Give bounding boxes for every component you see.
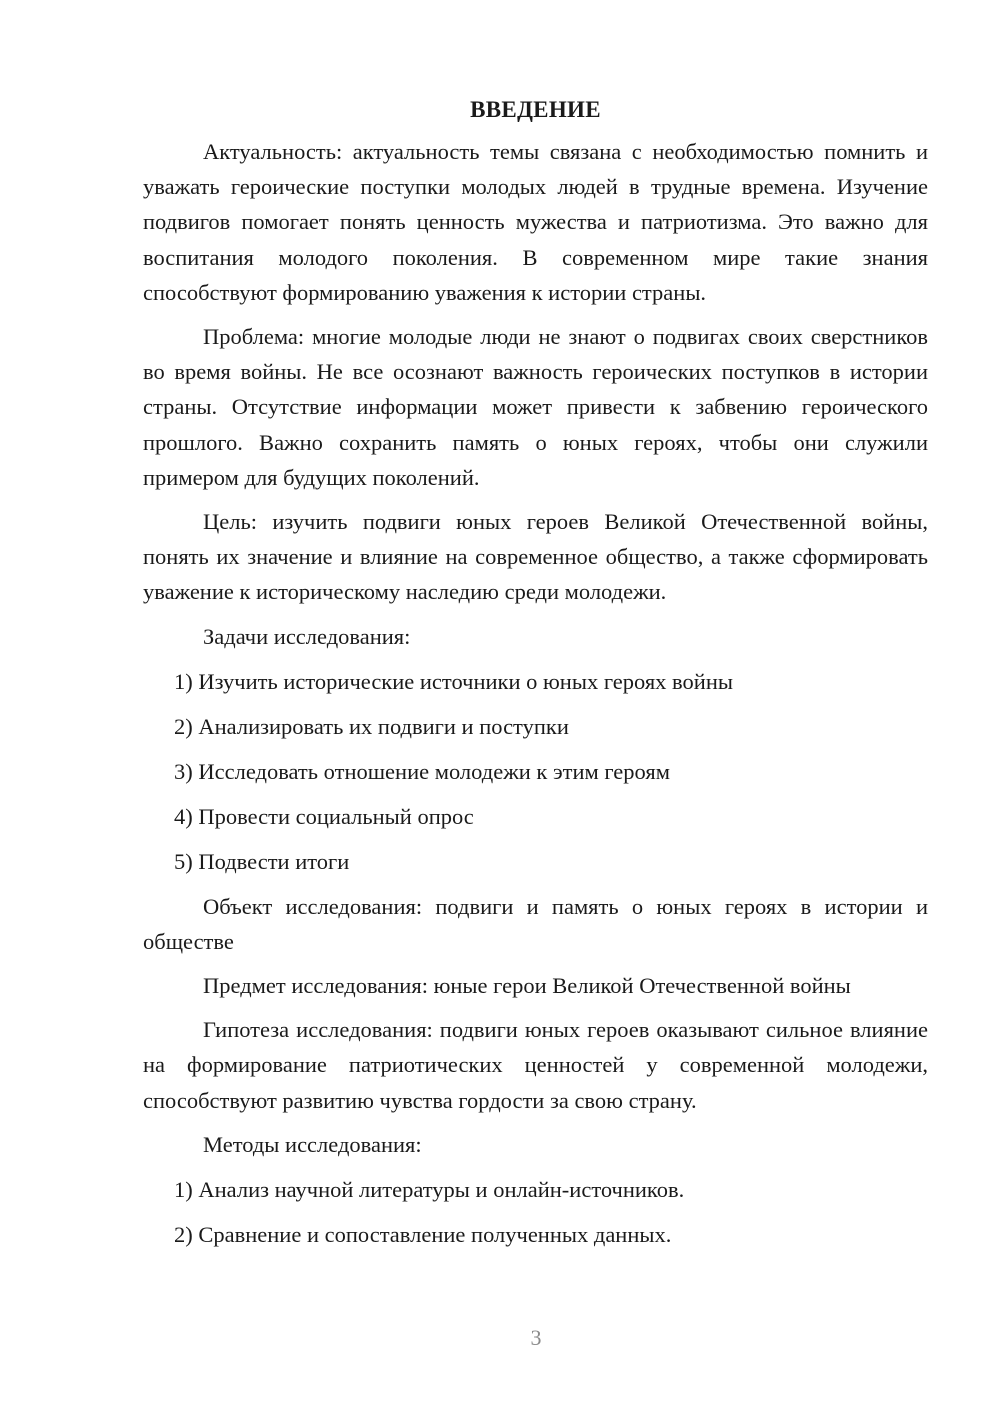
method-item-2: 2) Сравнение и сопоставление полученных данных. [174, 1221, 672, 1247]
task-item-5: 5) Подвести итоги [174, 848, 350, 874]
problem-paragraph: Проблема: многие молодые люди не знают о подвигах своих сверстников во время войны. Не все осознают важность героических поступков в истории страны. Отсутствие информации может привести к забвению героического прошлого. Важно сохранить память о юных героях, чтобы они служили примером для будущих поколений. [143, 324, 928, 490]
object-paragraph: Объект исследования: подвиги и память о юных героях в истории и обществе [143, 893, 928, 954]
relevance-paragraph: Актуальность: актуальность темы связана с необходимостью помнить и уважать героические поступки молодых людей в трудные времена. Изучение подвигов помогает понять ценность мужества и патриотизма. Это важно для воспитания молодого поколения. В современном мире такие знания способствуют формированию уважения к истории страны. [143, 139, 928, 305]
document-page [143, 92, 928, 1252]
task-item-3: 3) Исследовать отношение молодежи к этим героям [174, 758, 670, 784]
task-item-4: 4) Провести социальный опрос [174, 803, 474, 829]
hypothesis-paragraph: Гипотеза исследования: подвиги юных героев оказывают сильное влияние на формирование патриотических ценностей у современной молодежи, способствуют развитию чувства гордости за свою страну. [143, 1017, 928, 1113]
section-heading: ВВЕДЕНИЕ [470, 97, 601, 122]
page-number: 3 [530, 1325, 542, 1350]
task-item-2: 2) Анализировать их подвиги и поступки [174, 713, 569, 739]
method-item-1: 1) Анализ научной литературы и онлайн-источников. [174, 1176, 685, 1202]
methods-title: Методы исследования: [203, 1131, 422, 1157]
subject-paragraph: Предмет исследования: юные герои Великой Отечественной войны [203, 973, 851, 999]
goal-paragraph: Цель: изучить подвиги юных героев Великой Отечественной войны, понять их значение и влияние на современное общество, а также сформировать уважение к историческому наследию среди молодежи. [143, 509, 928, 605]
tasks-title: Задачи исследования: [203, 623, 411, 649]
task-item-1: 1) Изучить исторические источники о юных героях войны [174, 668, 733, 694]
